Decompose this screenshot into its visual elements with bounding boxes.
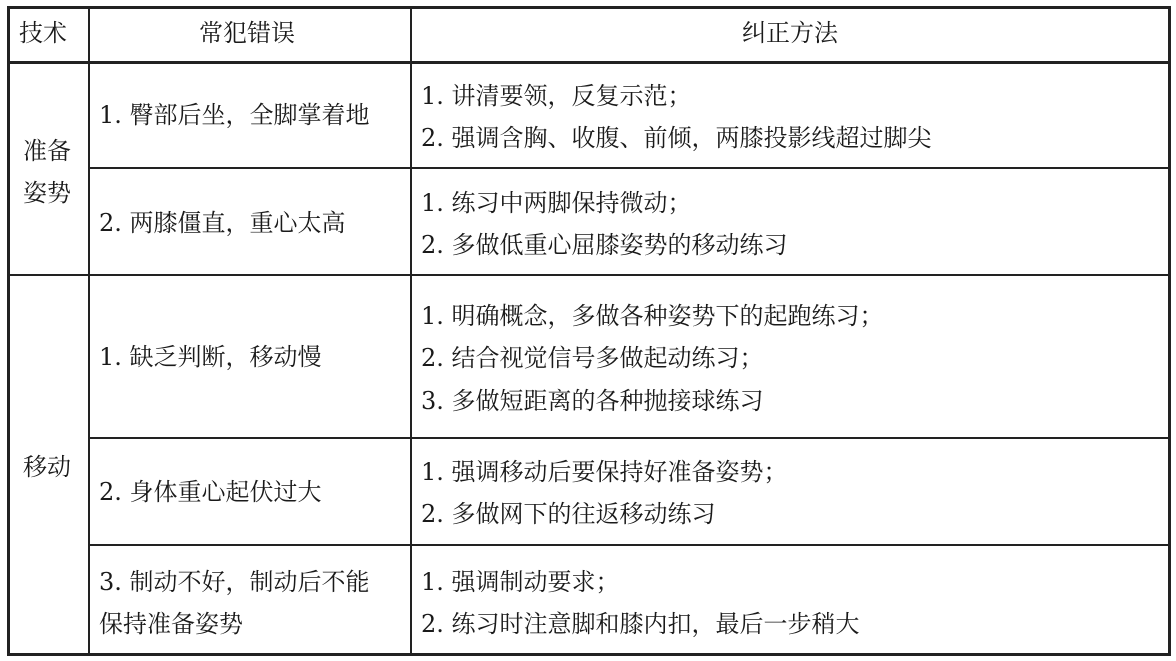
row-divider [88, 544, 1171, 546]
error-cell: 1. 臀部后坐，全脚掌着地 [99, 101, 370, 129]
table-right-border [1168, 6, 1171, 656]
fix-line: 2. 强调含胸、收腹、前倾，两膝投影线超过脚尖 [421, 124, 932, 152]
fix-line: 1. 强调制动要求； [421, 568, 620, 596]
fix-line: 2. 多做网下的往返移动练习 [421, 500, 716, 528]
fix-line: 3. 多做短距离的各种抛接球练习 [421, 387, 764, 415]
technique-movement: 移动 [23, 453, 71, 481]
row-divider [88, 167, 1171, 169]
error-cell: 2. 两膝僵直，重心太高 [99, 209, 346, 237]
fix-line: 1. 讲清要领，反复示范； [421, 82, 692, 110]
fix-line: 1. 练习中两脚保持微动； [421, 189, 692, 217]
fix-line: 2. 练习时注意脚和膝内扣，最后一步稍大 [421, 610, 860, 638]
column-divider [410, 6, 412, 656]
column-divider [88, 6, 90, 656]
header-bottom-border [7, 61, 1171, 64]
fix-line: 1. 强调移动后要保持好准备姿势； [421, 458, 788, 486]
fix-line: 2. 结合视觉信号多做起动练习； [421, 344, 764, 372]
group-divider [7, 274, 1171, 276]
header-errors: 常犯错误 [199, 19, 295, 47]
error-cell-line2: 保持准备姿势 [99, 610, 243, 638]
table-bottom-border [7, 653, 1171, 656]
table-left-border [7, 6, 10, 656]
row-divider [88, 437, 1171, 439]
fix-line: 2. 多做低重心屈膝姿势的移动练习 [421, 231, 788, 259]
table-top-border [7, 6, 1171, 9]
technique-ready-stance-line2: 姿势 [23, 179, 71, 207]
error-cell: 1. 缺乏判断，移动慢 [99, 343, 322, 371]
fix-line: 1. 明确概念，多做各种姿势下的起跑练习； [421, 302, 884, 330]
error-cell-line1: 3. 制动不好，制动后不能 [99, 568, 370, 596]
technique-ready-stance-line1: 准备 [23, 137, 71, 165]
error-correction-table [7, 6, 1171, 656]
header-corrections: 纠正方法 [742, 19, 838, 47]
error-cell: 2. 身体重心起伏过大 [99, 478, 322, 506]
header-technique: 技术 [19, 19, 67, 47]
